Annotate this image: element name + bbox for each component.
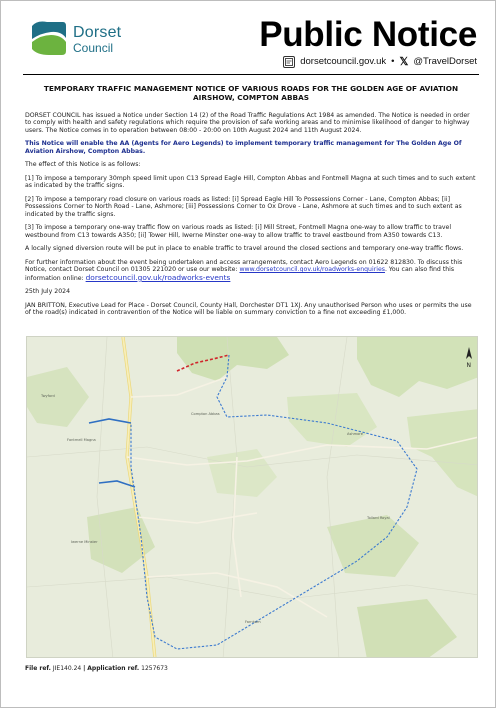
- contact-row: [283, 55, 477, 68]
- further-info-paragraph: [25, 259, 477, 283]
- website-link[interactable]: dorsetcouncil.gov.uk: [300, 56, 387, 67]
- map-graphic: [27, 337, 478, 658]
- effect-item-1: [1] To impose a temporary 30mph speed limit upon C13 Spread Eagle Hill, Compton Abbas and Fontmell Magna at such times and to such extent as indicated by the traffic signs.: [25, 174, 476, 190]
- footer-separator: |: [83, 665, 86, 672]
- svg-text:Ashmore: Ashmore: [347, 432, 363, 436]
- further-info-text-2: . You can also find this information online:: [25, 266, 455, 282]
- svg-text:Iwerne Minster: Iwerne Minster: [71, 540, 98, 544]
- social-handle[interactable]: @TravelDorset: [413, 56, 477, 67]
- web-icon: [283, 56, 295, 68]
- logo-name-line2: Council: [73, 41, 114, 55]
- header: [23, 13, 479, 73]
- logo-name-line1: Dorset: [73, 24, 122, 41]
- north-label: N: [466, 362, 471, 369]
- signatory-paragraph: JAN BRITTON, Executive Lead for Place - Dorset Council, County Hall, Dorchester DT1 1XJ. Any unauthorised Person who uses or permits the use of the road(s) indicated in contravention of the Notice will be liable on summary conviction to a fine not exceeding £1,000.: [25, 301, 472, 317]
- svg-text:Farnham: Farnham: [245, 620, 261, 624]
- application-ref-value: 1257673: [141, 665, 168, 672]
- dorset-logo-icon: [29, 18, 69, 58]
- file-ref-value: JIE140.24: [52, 665, 82, 672]
- diversion-map: [26, 336, 478, 658]
- effect-intro: The effect of this Notice is as follows:: [25, 161, 141, 169]
- further-info-text: For further information about the event being undertaken and access arrangements, contact Aero Legends on 01622 812830. To discuss this Notice, contact Dorset Council on 01305 221020 or use our website:: [25, 258, 463, 274]
- intro-paragraph: DORSET COUNCIL has issued a Notice under Section 14 (2) of the Road Traffic Regulations Act 1984 as amended. The Notice is needed in order to comply with health and safety regulations which require the provision of safe working areas and to minimise likelihood of danger to highway users. The Notice comes in to operation between 08:00 - 20:00 on 10th August 2024 and 11th August 2024.: [25, 111, 470, 134]
- file-ref-label: File ref.: [25, 665, 51, 672]
- footer-refs: [25, 665, 168, 672]
- application-ref-label: Application ref.: [87, 665, 140, 672]
- notice-date: 25th July 2024: [25, 288, 71, 296]
- notice-body: [25, 84, 477, 323]
- svg-text:Twyford: Twyford: [41, 394, 55, 398]
- roadworks-enquiries-link[interactable]: www.dorsetcouncil.gov.uk/roadworks-enquiries: [239, 266, 385, 274]
- separator-dot: •: [391, 56, 395, 67]
- svg-text:Tollard Royal: Tollard Royal: [367, 516, 390, 520]
- svg-text:Compton Abbas: Compton Abbas: [191, 412, 220, 416]
- effect-item-3: [3] To impose a temporary one-way traffic flow on various roads as listed: [i] Mill Street, Fontmell Magna one-way to allow traffic to travel westbound from C13 towards A350; [ii] Tower Hill, Iwerne Minster one-way to allow traffic to travel eastbound from A350 towards C13.: [25, 224, 452, 239]
- notice-heading: TEMPORARY TRAFFIC MANAGEMENT NOTICE OF VARIOUS ROADS FOR THE GOLDEN AGE OF AVIATION AIRSHOW, COMPTON ABBAS: [43, 84, 459, 103]
- roadworks-events-link[interactable]: dorsetcouncil.gov.uk/roadworks-events: [85, 272, 231, 282]
- header-divider: [23, 74, 479, 75]
- page-title: Public Notice: [259, 15, 477, 54]
- diversion-paragraph: A locally signed diversion route will be put in place to enable traffic to travel around the closed sections and temporary one-way traffic flows.: [25, 245, 464, 253]
- x-logo-icon: 𝕏: [399, 56, 409, 68]
- svg-text:Fontmell Magna: Fontmell Magna: [67, 438, 96, 442]
- enable-paragraph: This Notice will enable the AA (Agents for Aero Legends) to implement temporary traffic management for The Golden Age Of Aviation Airshow, Compton Abbas.: [25, 140, 462, 155]
- effect-item-2: [2] To impose a temporary road closure on various roads as listed: [i] Spread Eagle Hill To Possessions Corner - Lane, Compton Abbas; [ii] Possessions Corner to North Road - Lane, Ashmore; [iii] Possessions Corner to Ox Drove - Lane, Ashmore at such times and to such extent as indicated by the traffic signs.: [25, 195, 462, 218]
- dorset-council-logo: [29, 18, 139, 58]
